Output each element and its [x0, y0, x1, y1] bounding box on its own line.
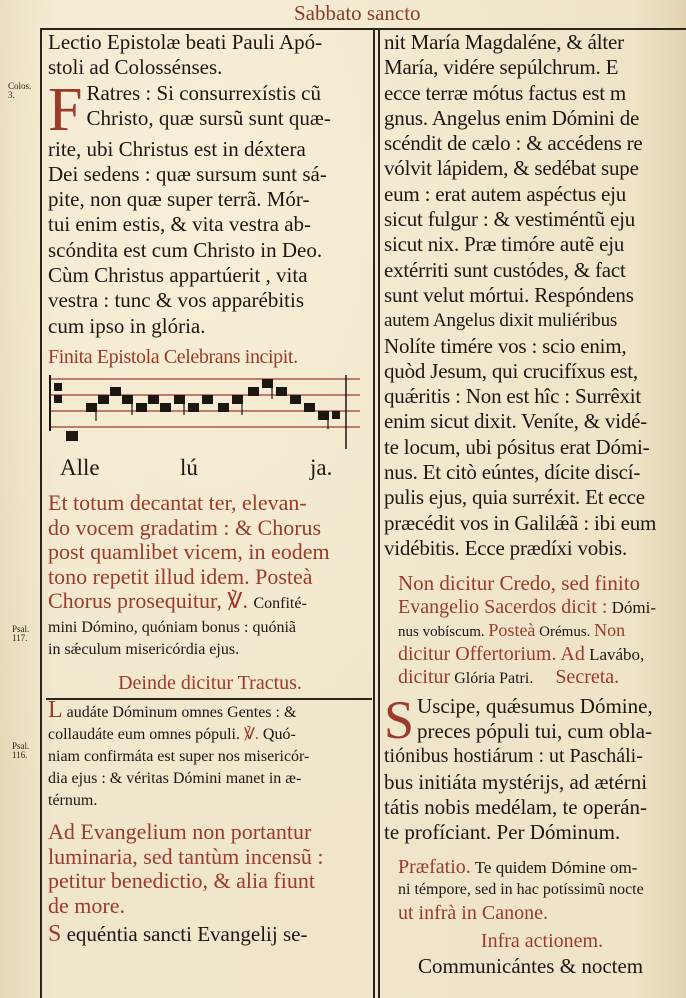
lyric-syllable: Alle [60, 455, 100, 481]
epistle-line: scóndita est cum Christo in Deo. [48, 237, 323, 262]
epistle-line: Cùm Christus appartúerit , vita [48, 263, 308, 288]
alleluia-lyrics [48, 455, 372, 481]
epistle-line: rite, ubi Christus est in déxtera [48, 136, 306, 161]
rubric-decantat [48, 491, 372, 661]
gloria-line [398, 666, 686, 690]
epistle-line: pite, non quæ super terrã. Mór- [48, 187, 310, 212]
praefatio-text: Te quidem Dómine om- [474, 857, 638, 877]
secreta-text [384, 689, 686, 846]
tractus-text [48, 699, 372, 812]
alleluia-chant-staff [48, 369, 372, 455]
epistle-line: vestra : tunc & vos apparébitis [48, 288, 305, 313]
margin-note-colos: Colos. 3. [8, 81, 32, 100]
left-border-rule [40, 30, 42, 998]
secreta-line: te profíciant. Per Dóminum. [384, 820, 621, 845]
secreta-drop-cap: S [384, 689, 415, 750]
rubric-dicitur: dicitur [398, 665, 451, 688]
lyric-syllable: ja. [310, 455, 333, 481]
running-title: Sabbato sancto [294, 1, 421, 25]
right-column [384, 30, 686, 998]
rubric-secreta: Secreta. [555, 665, 620, 688]
tractus-line: térnum. [48, 792, 98, 810]
gospel-line: María, vidére sepúlchrum. E [384, 55, 619, 80]
gospel-line: vólvit lápidem, & sedébat supe [384, 156, 639, 181]
gospel-line: nus. Et citò eúntes, dícite discí- [384, 460, 641, 485]
gospel-line: gnus. Angelus enim Dómini de [384, 105, 640, 130]
gospel-line: pulis ejus, quia surréxit. Et ecce [384, 485, 645, 510]
rubric-evangelium [48, 820, 372, 918]
gospel-line: quǽritis : Non est hîc : Surrêxit [384, 384, 642, 409]
epistle-line: cum ipso in glória. [48, 313, 206, 338]
gospel-line: sunt velut mórtui. Respóndens [384, 282, 634, 307]
dominus-vobiscum: nus vobíscum. [398, 623, 485, 640]
sequentia-line [48, 922, 372, 947]
rubric-postea: Posteà [488, 619, 536, 640]
tractus-line: dia ejus : & véritas Dómini manet in æ- [48, 770, 302, 788]
secreta-line: tátis nobis medélam, te operán- [384, 794, 648, 819]
confitemini-line: mini Dómino, quóniam bonus : quóniã [48, 618, 296, 636]
gospel-line: quòd Jesum, qui crucifíxus est, [384, 358, 638, 383]
tractus-line-text: Quó- [262, 726, 296, 744]
gospel-line: enim sicut dixit. Veníte, & vidé- [384, 409, 648, 434]
offertorium-line [398, 643, 686, 666]
rubric-line: do vocem gradatim : & Chorus [48, 514, 322, 540]
secreta-line: preces pópuli tui, cum obla- [417, 719, 653, 744]
rubric-evangelio: Evangelio Sacerdos dicit : [398, 595, 608, 618]
gospel-line: præcédit vos in Galilǽã : ibi eum [384, 510, 657, 535]
epistle-line: Christo, quæ sursũ sunt quæ- [86, 105, 331, 130]
tractus-line-text: audáte Dóminum omnes Gentes : & [66, 704, 297, 722]
chant-notation [48, 369, 368, 455]
epistle-title-line-1: Lectio Epistolæ beati Pauli Apó- [48, 30, 323, 54]
secreta-line: tiónibus hostiárum : ut Pascháli- [384, 745, 643, 768]
rubric-line: luminaria, sed tantùm incensũ : [48, 843, 324, 869]
versicle-symbol: ℣. [227, 588, 248, 614]
margin-note-psal-116: Psal. 116. [12, 741, 30, 760]
dominus-text: Dómi- [611, 597, 657, 617]
epistle-line: Ratres : Si consurrexístis cũ [86, 80, 321, 105]
margin-note-psal-117: Psal. 117. [12, 624, 30, 643]
rubric-infra-actionem: Infra actionem. [480, 930, 604, 953]
secreta-line: bus initiáta mystérijs, ad ætérni [384, 769, 648, 794]
communicantes-line: Communicántes & noctem [418, 953, 644, 978]
rubric-non: Non [594, 619, 626, 640]
rubric-line: tono repetit illud idem. Posteà [48, 563, 313, 589]
gospel-line: autem Angelus dixit muliéribus [384, 310, 618, 332]
confitemini-start: Confité- [253, 595, 307, 613]
rubric-finita-epistola: Finita Epistola Celebrans incipit. [48, 345, 298, 368]
lyric-syllable: lú [180, 455, 198, 481]
praefatio-block [384, 856, 686, 979]
epistle-line: tui enim estis, & vita vestra ab- [48, 212, 312, 237]
left-column [48, 30, 372, 998]
gospel-line: eum : erat autem aspéctus eju [384, 181, 627, 206]
epistle-text [48, 75, 372, 339]
secreta-line: Uscipe, quǽsumus Dómine, [417, 693, 653, 718]
tractus-line-text: collaudáte eum omnes pópuli. [48, 726, 240, 744]
epistle-title-line-2: stoli ad Colossénses. [48, 55, 223, 80]
tractus-line: niam confirmáta est super nos misericór- [48, 748, 310, 766]
versicle-symbol: ℣. [243, 726, 259, 744]
gospel-line: scéndit de cælo : & accédens re [384, 131, 643, 156]
confitemini-line: in sǽculum misericórdia ejus. [48, 640, 240, 658]
rubric-tractus: Deinde dicitur Tractus. [118, 671, 302, 694]
tractus-drop-cap: L [48, 697, 63, 724]
rubric-line: petitur benedictio, & alia fiunt [48, 868, 315, 894]
rubric-credo-block [384, 571, 686, 690]
column-divider-right [378, 30, 380, 998]
gospel-line: nit María Magdaléne, & álter [384, 30, 624, 54]
epistle-drop-cap: F [48, 75, 83, 144]
gospel-line: vidébitis. Ecce prædíxi vobis. [384, 535, 628, 560]
dominus-line [398, 619, 686, 643]
praefatio-line: ni témpore, sed in hac potíssimũ nocte [398, 880, 644, 898]
tractus-line [48, 724, 372, 746]
praefatio-line [398, 856, 686, 879]
gospel-line: Nolíte timére vos : scio enim, [384, 333, 627, 358]
epistle-line: Dei sedens : quæ sursum sunt sá- [48, 161, 327, 186]
rubric-evangelio-line [398, 596, 686, 619]
sequentia-drop-cap: S [48, 921, 62, 948]
oremus-text: Orémus. [539, 623, 591, 640]
rubric-offertorium: dicitur Offertorium. Ad [398, 642, 585, 665]
gospel-line: sicut nix. Præ timóre autẽ eju [384, 232, 625, 257]
rubric-praefatio: Præfatio. [398, 855, 471, 878]
gospel-line: sicut fulgur : & vestiméntũ eju [384, 207, 636, 232]
lavabo-text: Lavábo, [589, 644, 645, 664]
rubric-line [48, 589, 372, 617]
rubric-canone: ut infrà in Canone. [398, 901, 548, 924]
rubric-credo: Non dicitur Credo, sed finito [398, 571, 641, 596]
gloria-text: Glória Patri. [454, 669, 534, 687]
tractus-line [48, 699, 372, 724]
column-divider-left [373, 30, 375, 998]
rubric-line: post quamlibet vicem, in eodem [48, 539, 330, 565]
rubric-line: Et totum decantat ter, elevan- [48, 490, 307, 516]
gospel-line: te locum, ubi pósitus erat Dómi- [384, 434, 650, 459]
gospel-line: extérriti sunt custódes, & fact [384, 257, 626, 282]
rubric-prosequitur: Chorus prosequitur, [48, 588, 222, 614]
gospel-text [384, 30, 686, 561]
rubric-line: Ad Evangelium non portantur [48, 819, 312, 845]
gospel-line: ecce terræ mótus factus est m [384, 80, 627, 105]
sequentia-text: equéntia sancti Evangelij se- [66, 922, 308, 947]
rubric-line: de more. [48, 892, 125, 918]
